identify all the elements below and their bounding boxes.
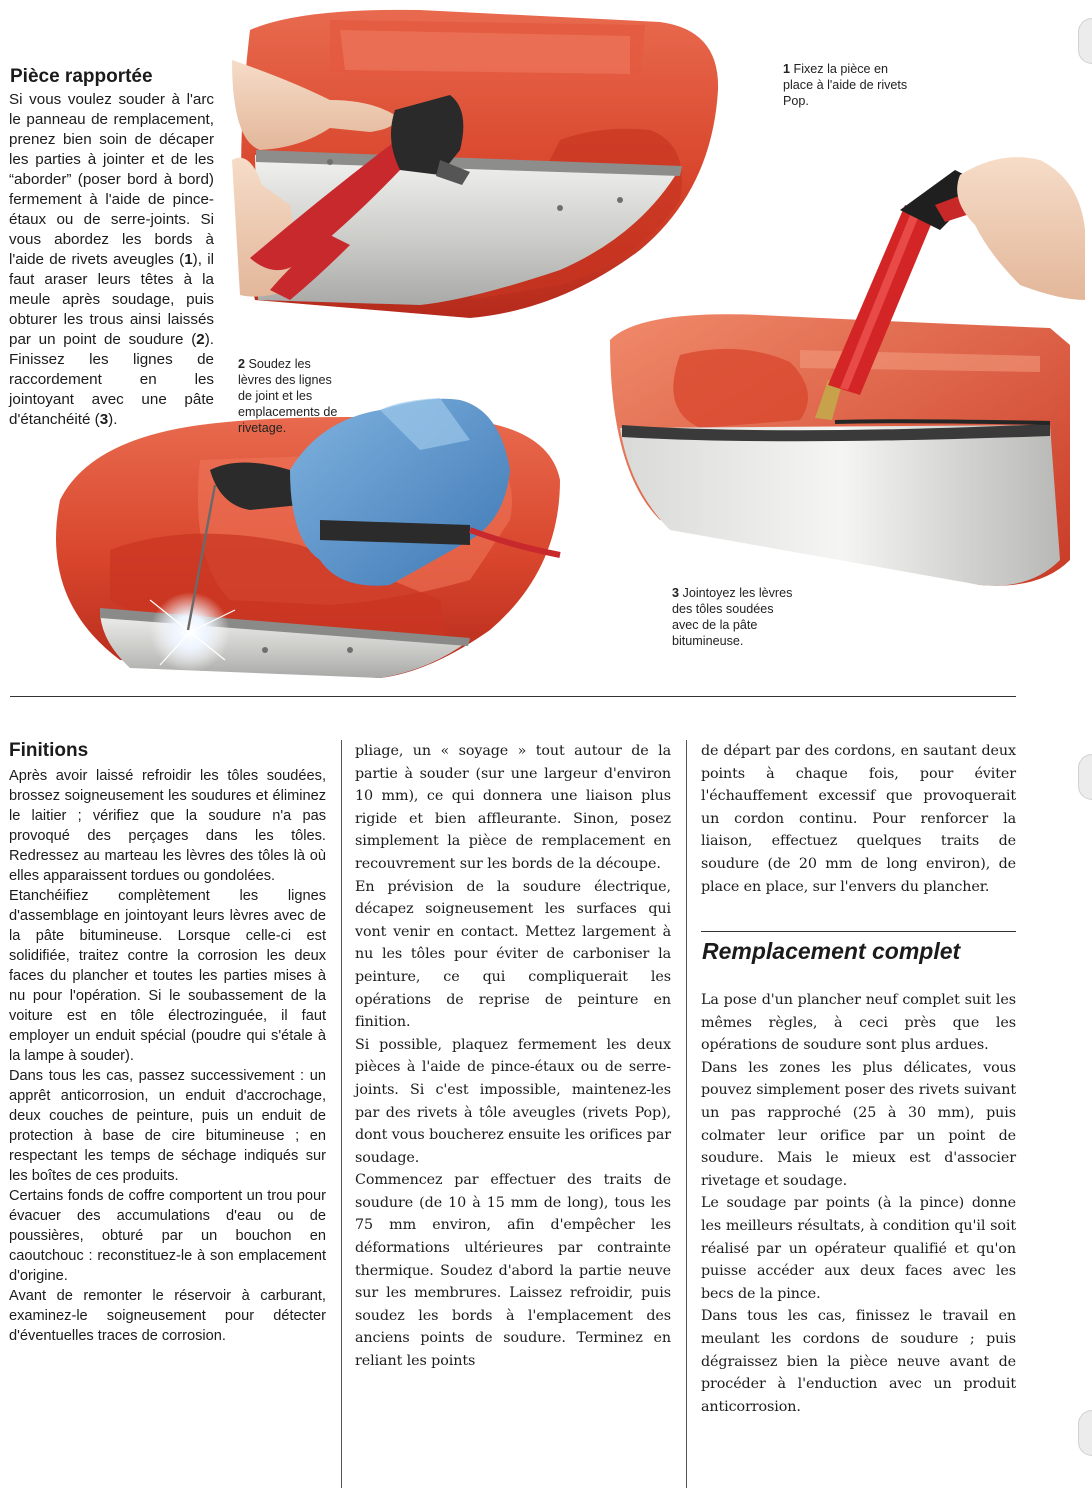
paragraph: Dans les zones les plus délicates, vous pouvez simplement poser des rivets suivant un pas rapproché (25 à 30 mm), puis colmater leur orifice par un point de soudure. Mais le mieux est d'associer rivetage et soudage. xyxy=(701,1059,1016,1189)
paragraph: Après avoir laissé refroidir les tôles soudées, brossez soigneusement les soudures et éliminez le laitier ; vérifiez que la soudure n'a pas provoqué des perçages dans les tôles. Redressez au marteau les lèvres des tôles là où elles apparaissent tordues ou gondolées. xyxy=(9,768,326,884)
paragraph: Dans tous les cas, finissez le travail en meulant les cordons de soudure ; puis dégraissez bien la pièce neuve avant de procéder à l'enduction avec un produit anticorrosion. xyxy=(701,1308,1016,1415)
column-3-top xyxy=(701,740,1016,898)
paragraph: Avant de remonter le réservoir à carburant, examinez-le soigneusement pour détecter d'éventuelles traces de corrosion. xyxy=(9,1288,326,1344)
paragraph: La pose d'un plancher neuf complet suit les mêmes règles, à ceci près que les opérations de soudure sont plus ardues. xyxy=(701,992,1016,1054)
heading-finitions: Finitions xyxy=(9,740,89,761)
paragraph: Certains fonds de coffre comportent un trou pour évacuer des accumulations d'eau ou de poussières, obturé par un bouchon en caoutchouc : reconstituez-le à son emplacement d'origine. xyxy=(9,1188,326,1284)
binder-hole xyxy=(1078,1410,1092,1456)
caption-3: 3 Jointoyez les lèvres des tôles soudées avec de la pâte bitumineuse. xyxy=(672,586,793,648)
illustration-rivet-gun xyxy=(232,10,718,318)
paragraph: Si possible, plaquez fermement les deux pièces à l'aide de pince-étaux ou de serre-joints. Si c'est impossible, maintenez-les par des rivets à tôle aveugles (rivets Pop), dont vous boucherez ensuite les orifices par soudage. xyxy=(355,1036,671,1166)
paragraph: Dans tous les cas, passez successivement : un apprêt anticorrosion, un enduit d'accrochage, deux couches de peinture, puis un enduit de protection à base de cire bitumineuse ; en respectant les temps de séchage indiqués sur les boîtes de ces produits. xyxy=(9,1068,326,1184)
heading-remplacement-complet: Remplacement complet xyxy=(702,938,961,964)
caption-2: 2 Soudez les lèvres des lignes de joint et les emplacements de rivetage. xyxy=(238,357,338,435)
heading-piece-rapportee: Pièce rapportée xyxy=(10,66,153,87)
column-separator xyxy=(686,740,687,1488)
column-separator xyxy=(341,740,342,1488)
paragraph: pliage, un « soyage » tout autour de la partie à souder (sur une largeur d'environ 10 mm), ce qui donnera une liaison plus rigide et bien affleurante. Sinon, posez simplement la pièce de remplacement en recouvrement sur les bords de la découpe. xyxy=(355,743,671,872)
paragraph: En prévision de la soudure électrique, décapez soigneusement les surfaces qui vont venir en contact. Mettez largement à nu les tôles pour éviter de carboniser la peinture, ce qui compliquerait les opérations de reprise de peinture en finition. xyxy=(355,878,671,1031)
paragraph: Commencez par effectuer des traits de soudure (de 10 à 15 mm de long), tous les 75 mm environ, afin d'empêcher les déformations ultérieures par contrainte thermique. Soudez d'abord la partie neuve sur les membrures. Laissez refroidir, puis soudez les bords à l'emplacement des anciens points de soudure. Terminez en reliant les points xyxy=(355,1172,671,1370)
paragraph: Le soudage par points (à la pince) donne les meilleurs résultats, à condition qu'il soit réalisé par un opérateur qualifié et qu'on puisse accéder aux deux faces avec les becs de la pince. xyxy=(701,1195,1016,1302)
heading-rule xyxy=(701,931,1016,932)
intro-paragraph: Si vous voulez souder à l'arc le panneau de remplacement, prenez bien soin de décaper les parties à jointer et de les “aborder” (poser bord à bord) fermement à l'aide de pince-étaux ou de serre-joints. Si vous abordez les bords à l'aide de rivets aveugles (1), il faut araser leurs têtes à la meule après soudage, puis obturer les trous ainsi laissés par un point de soudure (2). Finissez les lignes de raccordement en les jointoyant avec une pâte d'étanchéité (3). xyxy=(9,91,214,428)
binder-hole xyxy=(1078,754,1092,800)
column-3 xyxy=(701,989,1016,1418)
illustration-sealer xyxy=(610,157,1085,586)
paragraph: Etanchéifiez complètement les lignes d'assemblage en jointoyant leurs lèvres avec de la pâte bitumineuse. Lorsque celle-ci est solidifiée, traitez contre la corrosion les deux faces du plancher et toutes les parties mises à nu pour l'opération. Si le soubassement de la voiture est en tôle électrozinguée, il faut employer un enduit spécial (poudre qui s'étale à la lampe à souder). xyxy=(9,888,326,1064)
column-2 xyxy=(355,740,671,1373)
section-divider xyxy=(10,696,1016,697)
illustration-welding xyxy=(56,398,560,678)
caption-1: 1 Fixez la pièce en place à l'aide de rivets Pop. xyxy=(783,62,908,108)
binder-hole xyxy=(1078,18,1092,64)
column-finitions xyxy=(9,766,326,1346)
paragraph: de départ par des cordons, en sautant deux points à chaque fois, pour éviter l'échauffement excessif que provoquerait un cordon continu. Pour renforcer la liaison, effectuez quelques traits de soudure (de 20 mm de long environ), de place en place, sur l'envers du plancher. xyxy=(701,743,1016,895)
